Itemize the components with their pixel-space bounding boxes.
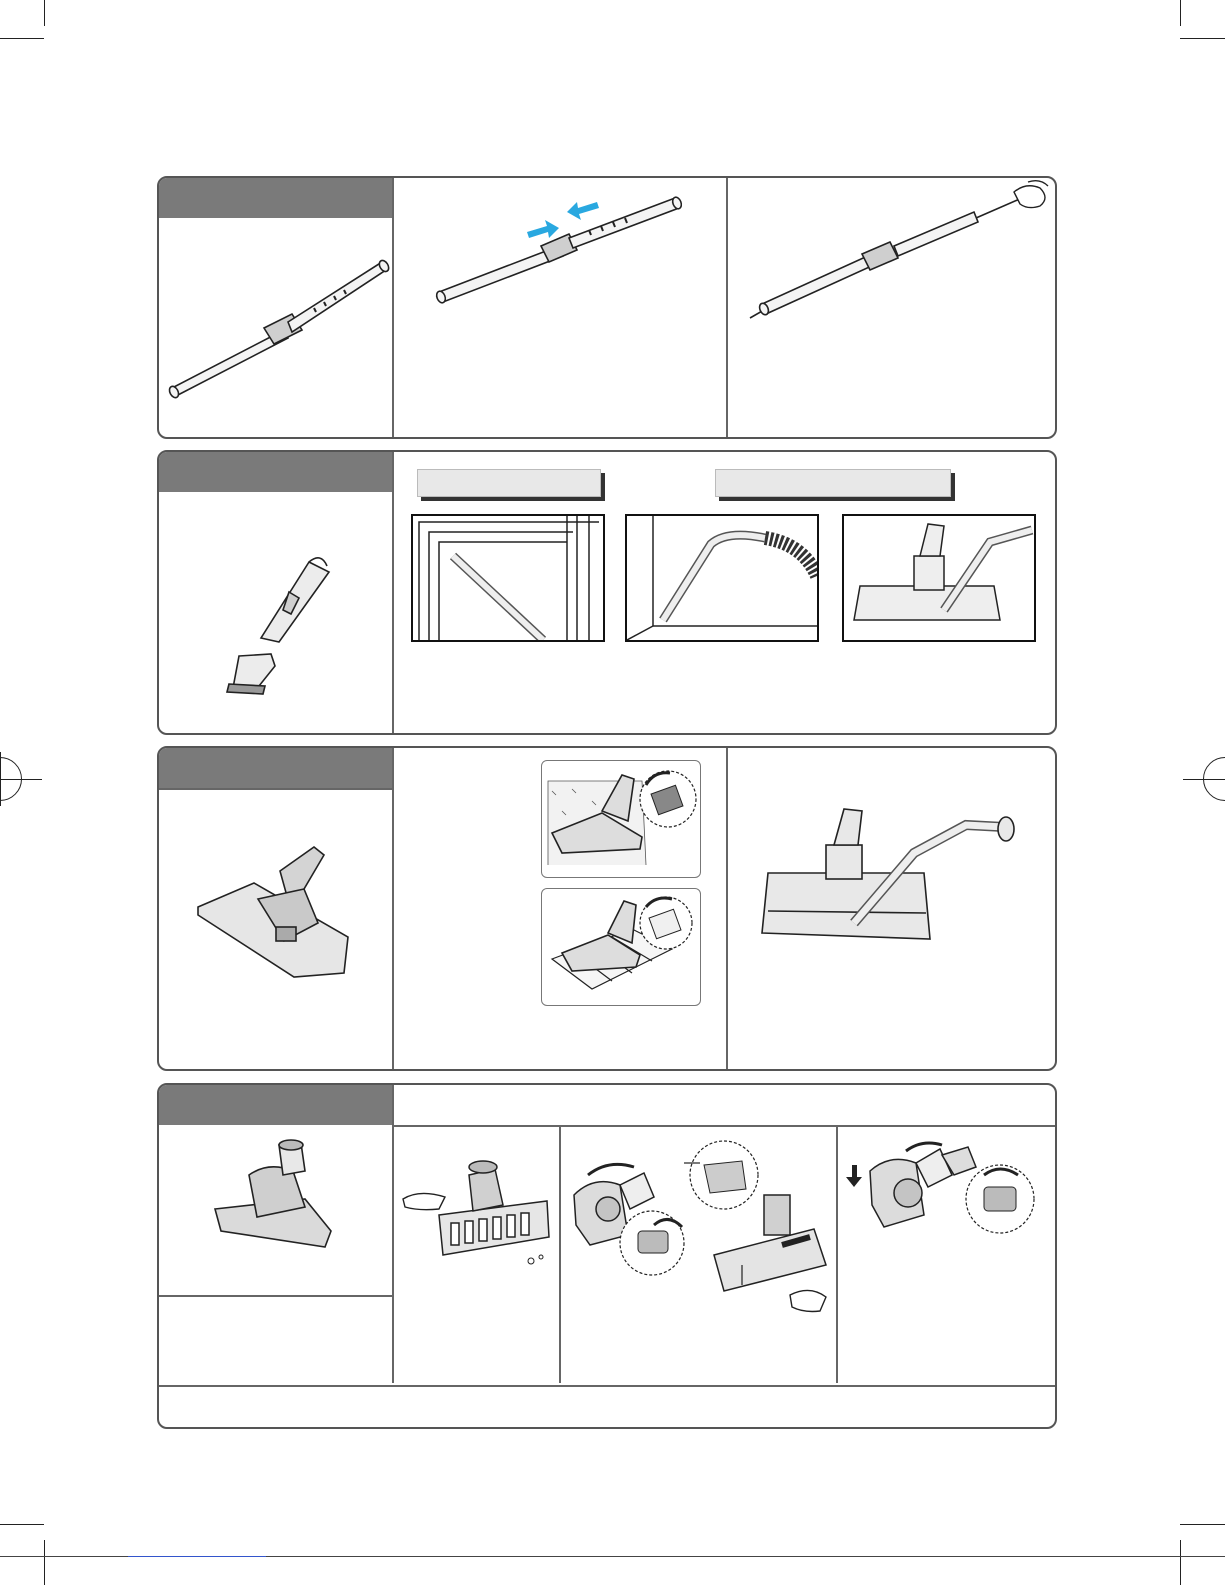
hand-icon xyxy=(790,1290,826,1311)
crop-mark-br-h xyxy=(1180,1524,1225,1525)
registration-line-left xyxy=(0,779,42,780)
hard-floor-icon xyxy=(541,888,701,1006)
header-underline xyxy=(392,1125,1057,1127)
rotate-arrow-icon xyxy=(906,1143,942,1151)
floor-nozzle-storage-illustration xyxy=(754,803,1034,943)
section-header-bar xyxy=(159,452,392,492)
panel-floor-nozzle xyxy=(157,746,1057,1071)
down-arrow-icon xyxy=(846,1165,862,1187)
crop-mark-bl-v xyxy=(44,1540,45,1585)
hand-icon xyxy=(1014,181,1048,208)
brush-disassembly-illustration xyxy=(564,1135,832,1335)
section-header-bar xyxy=(159,748,392,788)
column-divider xyxy=(392,748,394,1069)
panel-telescopic-pipe xyxy=(157,176,1057,439)
crop-mark-bl-h xyxy=(0,1524,44,1525)
carpet-icon xyxy=(541,760,701,878)
turbo-brush-icon xyxy=(209,1135,339,1255)
label-box-upholstery xyxy=(417,469,601,497)
column-divider xyxy=(392,1085,394,1383)
crop-mark-tr-h xyxy=(1180,38,1225,39)
corner-hose-illustration xyxy=(625,514,819,642)
section-header-bar xyxy=(159,1085,392,1125)
left-column-rule xyxy=(159,1295,392,1297)
telescopic-pipe-icon xyxy=(164,248,389,408)
section-header-bar xyxy=(159,178,392,218)
header-underline xyxy=(159,788,392,790)
crop-mark-br-v xyxy=(1180,1540,1181,1585)
column-divider xyxy=(392,452,394,733)
nozzle-storage-illustration xyxy=(842,514,1036,642)
panel-turbo-brush xyxy=(157,1083,1057,1429)
registration-line-right xyxy=(1183,779,1225,780)
floor-nozzle-icon xyxy=(194,843,364,983)
adjust-pipe-illustration xyxy=(429,188,689,308)
turbo-brush-cleaning-illustration xyxy=(399,1145,554,1275)
window-frame-illustration xyxy=(411,514,605,642)
crop-mark-tl-h xyxy=(0,38,44,39)
column-divider xyxy=(836,1125,838,1383)
column-divider xyxy=(559,1125,561,1383)
footer-link-underline xyxy=(128,1556,266,1557)
hand-icon xyxy=(403,1193,445,1209)
registration-line-left-v xyxy=(0,752,1,806)
dusting-brush-icon xyxy=(219,650,289,700)
crop-mark-tl-v xyxy=(44,0,45,26)
panel-accessory-tools xyxy=(157,450,1057,735)
label-box-floor xyxy=(715,469,951,497)
column-divider xyxy=(726,178,728,437)
column-divider xyxy=(392,178,394,437)
rotate-arrow-icon xyxy=(588,1164,634,1175)
crevice-tool-icon xyxy=(249,552,339,652)
column-divider xyxy=(726,748,728,1069)
crop-mark-tr-v xyxy=(1180,0,1181,26)
content-bottom-rule xyxy=(159,1385,1057,1387)
brush-reassembly-illustration xyxy=(844,1135,1044,1275)
cleaning-stick-icon xyxy=(744,178,1054,328)
